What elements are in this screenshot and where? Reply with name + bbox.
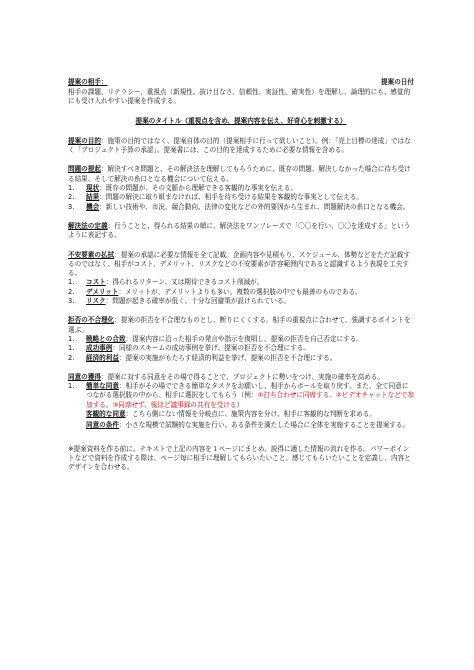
list-item [68, 344, 414, 353]
problem-paragraph [68, 165, 414, 184]
list-item [68, 193, 414, 202]
item-number: 3. [68, 297, 75, 306]
agreement-text: ：提案に対する同意をその場で得ることで、プロジェクトに勢いをつけ、実施の確率を高める。 [100, 372, 384, 381]
item-tail: ） [236, 400, 244, 409]
concerns-text: ：提案の承認に必要な情報を全て記載。企画内容や見積もり、スケジュール、体勢などをただ記載するのではなく、相手がコスト、デメリット、リスクなどの不安要素が許容範囲内であると認識するよう表現を工夫する。 [68, 250, 410, 278]
solution-label: 解決法の定義 [68, 221, 108, 230]
purpose-text: ：施策の目的ではなく、提案自体の目的（提案相手に行って欲しいこと）。例：「売上目標の達成」ではなく「プロジェクト予算の承認」。提案書には、この目的を達成するために必要な情報を含める。 [68, 136, 411, 155]
item-text: ：問題の解決に取り組まなければ、相手を待ち受ける結果を客観的な事実として伝える。 [99, 193, 363, 202]
date-label: 提案の日付 [381, 78, 414, 86]
item-label: コスト [86, 278, 106, 287]
item-label: 経済的利益 [86, 353, 119, 362]
item-text: ：問題が起きる確率が低く、十分な回避策が設けられている。 [105, 297, 291, 306]
item-text: ：メリットが、デメリットよりも多い。複数の選択肢の中でも最善のものである。 [118, 287, 362, 296]
problem-section [68, 165, 414, 211]
intro-text: 相手の課題、リテラシー、重視点（新規性、抜け目なさ、信頼性、実証性、確実性）を理解し、論理的にも、感覚的にも受け入れやすい提案を作成する。 [68, 88, 411, 106]
sub-item [68, 410, 414, 419]
concerns-paragraph [68, 251, 414, 279]
item-number: 1. [68, 344, 75, 353]
note-section [68, 445, 414, 473]
item-number: 2. [68, 353, 75, 362]
concerns-section [68, 251, 414, 307]
sub-item [68, 421, 414, 430]
sub-item-text: ：小さな規模で試験的な実施を行い、ある条件を満たした場合に全体を実施することを提案する。 [118, 421, 410, 430]
agreement-label: 同意の獲得 [68, 372, 101, 381]
rationalize-text: ：提案の拒否を不合理なものとし、断りにくくする。相手の重視点に合わせて、強調するポイントを選ぶ。 [68, 316, 411, 334]
sub-item-label: 客観的な同意 [86, 410, 126, 419]
item-label: 機会 [86, 202, 100, 211]
item-label: 戦略との合致 [86, 334, 126, 343]
doc-title: 提案のタイトル（重視点を含め、提案内容を伝え、好奇心を刺激する） [135, 116, 347, 125]
item-number: 1. [68, 382, 75, 391]
item-label: 結果 [86, 193, 100, 202]
purpose-paragraph [68, 137, 414, 156]
agreement-section [68, 373, 414, 431]
list-item [68, 335, 414, 344]
item-text: ：新しい技術や、市況、競合動向、法律の変化などの外的要因から生まれ、問題解決の糸口となる機会。 [99, 202, 410, 211]
item-number: 1. [68, 334, 75, 343]
sub-item-label: 同意の条件 [86, 421, 119, 430]
concerns-label: 不安要素の払拭 [68, 250, 115, 259]
item-text: ：得られるリターン、又は期待できるコスト削減が。 [105, 278, 264, 287]
item-number: 1. [68, 184, 75, 193]
solution-text: ：行うことと、得られる結果の順に、解決法をワンフレーズで「〇〇を行い、〇〇を達成する」というように表記する。 [68, 221, 411, 240]
item-label: 簡単な同意 [86, 382, 119, 391]
item-number: 2. [68, 287, 75, 296]
list-item [68, 354, 414, 363]
rationalize-label: 拒否の不合理化 [68, 316, 115, 325]
item-label: 成功事例 [86, 344, 113, 353]
item-label: 現状 [86, 184, 100, 193]
item-label: デメリット [86, 287, 119, 296]
header [68, 78, 414, 88]
item-number: 2. [68, 193, 75, 202]
list-item [68, 288, 414, 297]
solution-paragraph [68, 222, 414, 241]
note-text: ※提案資料を作る前に、テキストで上記の内容を１ページにまとめ、説得に適した情報の流れを作る。パワーポイントなどで資料を作成する際は、ページ毎に相手に理解してもらいたいこと、感じてもらいたいことを定義し、内容とデザインを合わせる。 [68, 444, 411, 472]
item-label: リスク [86, 297, 106, 306]
purpose-label: 提案の目的 [68, 136, 101, 145]
rationalize-paragraph [68, 316, 414, 335]
list-item [68, 297, 414, 306]
list-item [68, 278, 414, 287]
problem-text: ：解決すべき問題と、その解決法を理解してもらうために、既存の問題、解決しなかった場合に待ち受ける結果、そして解決の糸口となる機会について伝える。 [68, 165, 411, 183]
item-text: ：同様のスキームの成功事例を挙げ、提案の拒否を不合理にする。 [112, 344, 310, 353]
item-text: ：提案の実施がもたらす経済的利益を挙げ、提案の拒否を不合理にする。 [118, 353, 337, 362]
problem-label: 問題の提起 [68, 165, 101, 174]
list-item [68, 382, 414, 410]
partner-label: 提案の相手： [68, 78, 108, 86]
list-item [68, 184, 414, 193]
sub-item-text: ：こちら側にない情報を分岐点に、施策内容を分け、相手に客観的な判断を求める。 [125, 410, 376, 419]
example-options: ①打ち合わせに同席する。②ビデオチャットなどで参加する。③同席せず、後ほど議事録の共有を受ける [86, 391, 414, 409]
solution-section [68, 222, 414, 241]
agreement-paragraph [68, 373, 414, 382]
item-number: 3. [68, 202, 75, 211]
item-text: ：既存の問題が、その文脈から理解できる客観的な事実を伝える。 [99, 184, 297, 193]
item-number: 1. [68, 278, 75, 287]
rationalize-section [68, 316, 414, 362]
item-text: ：相手がその場でできる簡単なタスクをお願いし、相手からボールを取り戻す。また、全て同意につながる選択肢の中から、相手に選択をしてもらう（例： [86, 382, 409, 400]
item-text: ：提案内容に沿った相手の発言や指示を復唱し、提案の拒否を自己否定にする。 [125, 334, 363, 343]
list-item [68, 203, 414, 212]
document-body [68, 78, 414, 473]
